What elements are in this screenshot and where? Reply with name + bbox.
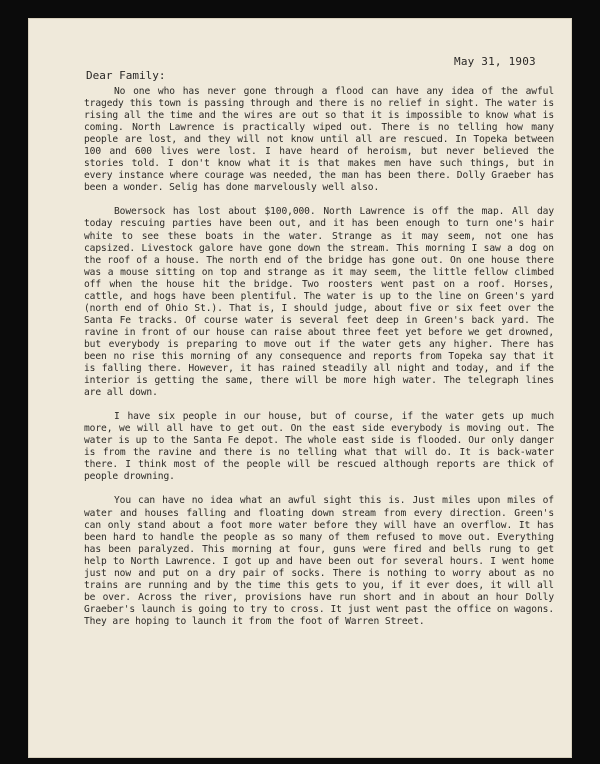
- letter-paragraph: No one who has never gone through a flood can have any idea of the awful tragedy this town is passing through and there is no relief in sight. The water is rising all the time and the wires are out so that it is impossible to know what is coming. North Lawrence is practically wiped out. There is no telling how many people are lost, and they will not know until all are rescued. In Topeka between 100 and 600 lives were lost. I have heard of heroism, but never believed the stories told. I don't know what it is that makes men have such things, but in every instance where courage was needed, the man has been there. Dolly Graeber has been a wonder. Selig has done marvelously well also.: [84, 86, 560, 194]
- letter-paragraph: I have six people in our house, but of course, if the water gets up much more, we will all have to get out. On the east side everybody is moving out. The water is up to the Santa Fe depot. The whole east side is flooded. Our only danger is from the ravine and there is no telling what that will do. It is back-water there. I think most of the people will be rescued although reports are thick of people drowning.: [84, 411, 560, 483]
- letter-date: May 31, 1903: [454, 55, 536, 68]
- letter-paragraph: You can have no idea what an awful sight this is. Just miles upon miles of water and houses falling and floating down stream from every direction. Green's can only stand about a foot more water before they will have an overflow. It has been hard to handle the people as so many of them refused to move out. Everything has been paralyzed. This morning at four, guns were fired and bells rung to get help to North Lawrence. I got up and have been out for several hours. I went home just now and put on a dry pair of socks. There is nothing to worry about as no trains are running and by the time this gets to you, if it ever does, it will all be over. Across the river, provisions have run short and in about an hour Dolly Graeber's launch is going to try to cross. It just went past the office on wagons. They are hoping to launch it from the foot of Warren Street.: [84, 495, 560, 627]
- letter-body: [84, 86, 560, 628]
- letter-page: [28, 18, 572, 758]
- letter-paragraph: Bowersock has lost about $100,000. North Lawrence is off the map. All day today rescuing parties have been out, and it has been enough to turn one's hair white to see these boats in the water. Strange as it may seem, not one has capsized. Livestock galore have gone down the stream. This morning I saw a dog on the roof of a house. The north end of the bridge has gone out. On one house there was a mouse sitting on top and strange as it may seem, the little fellow climbed off when the house hit the bridge. Two roosters went past on a roof. Horses, cattle, and hogs have been plentiful. The water is up to the line on Green's yard (north end of Ohio St.). That is, I should judge, about five or six feet over the Santa Fe tracks. Of course water is several feet deep in Green's back yard. The ravine in front of our house can raise about three feet yet before we get drowned, but everybody is preparing to move out if the water gets any higher. There has been no rise this morning of any consequence and reports from Topeka say that it is falling there. However, it has rained steadily all night and today, and if the interior is getting the same, there will be more high water. The telegraph lines are all down.: [84, 206, 560, 399]
- letter-salutation: Dear Family:: [86, 69, 166, 82]
